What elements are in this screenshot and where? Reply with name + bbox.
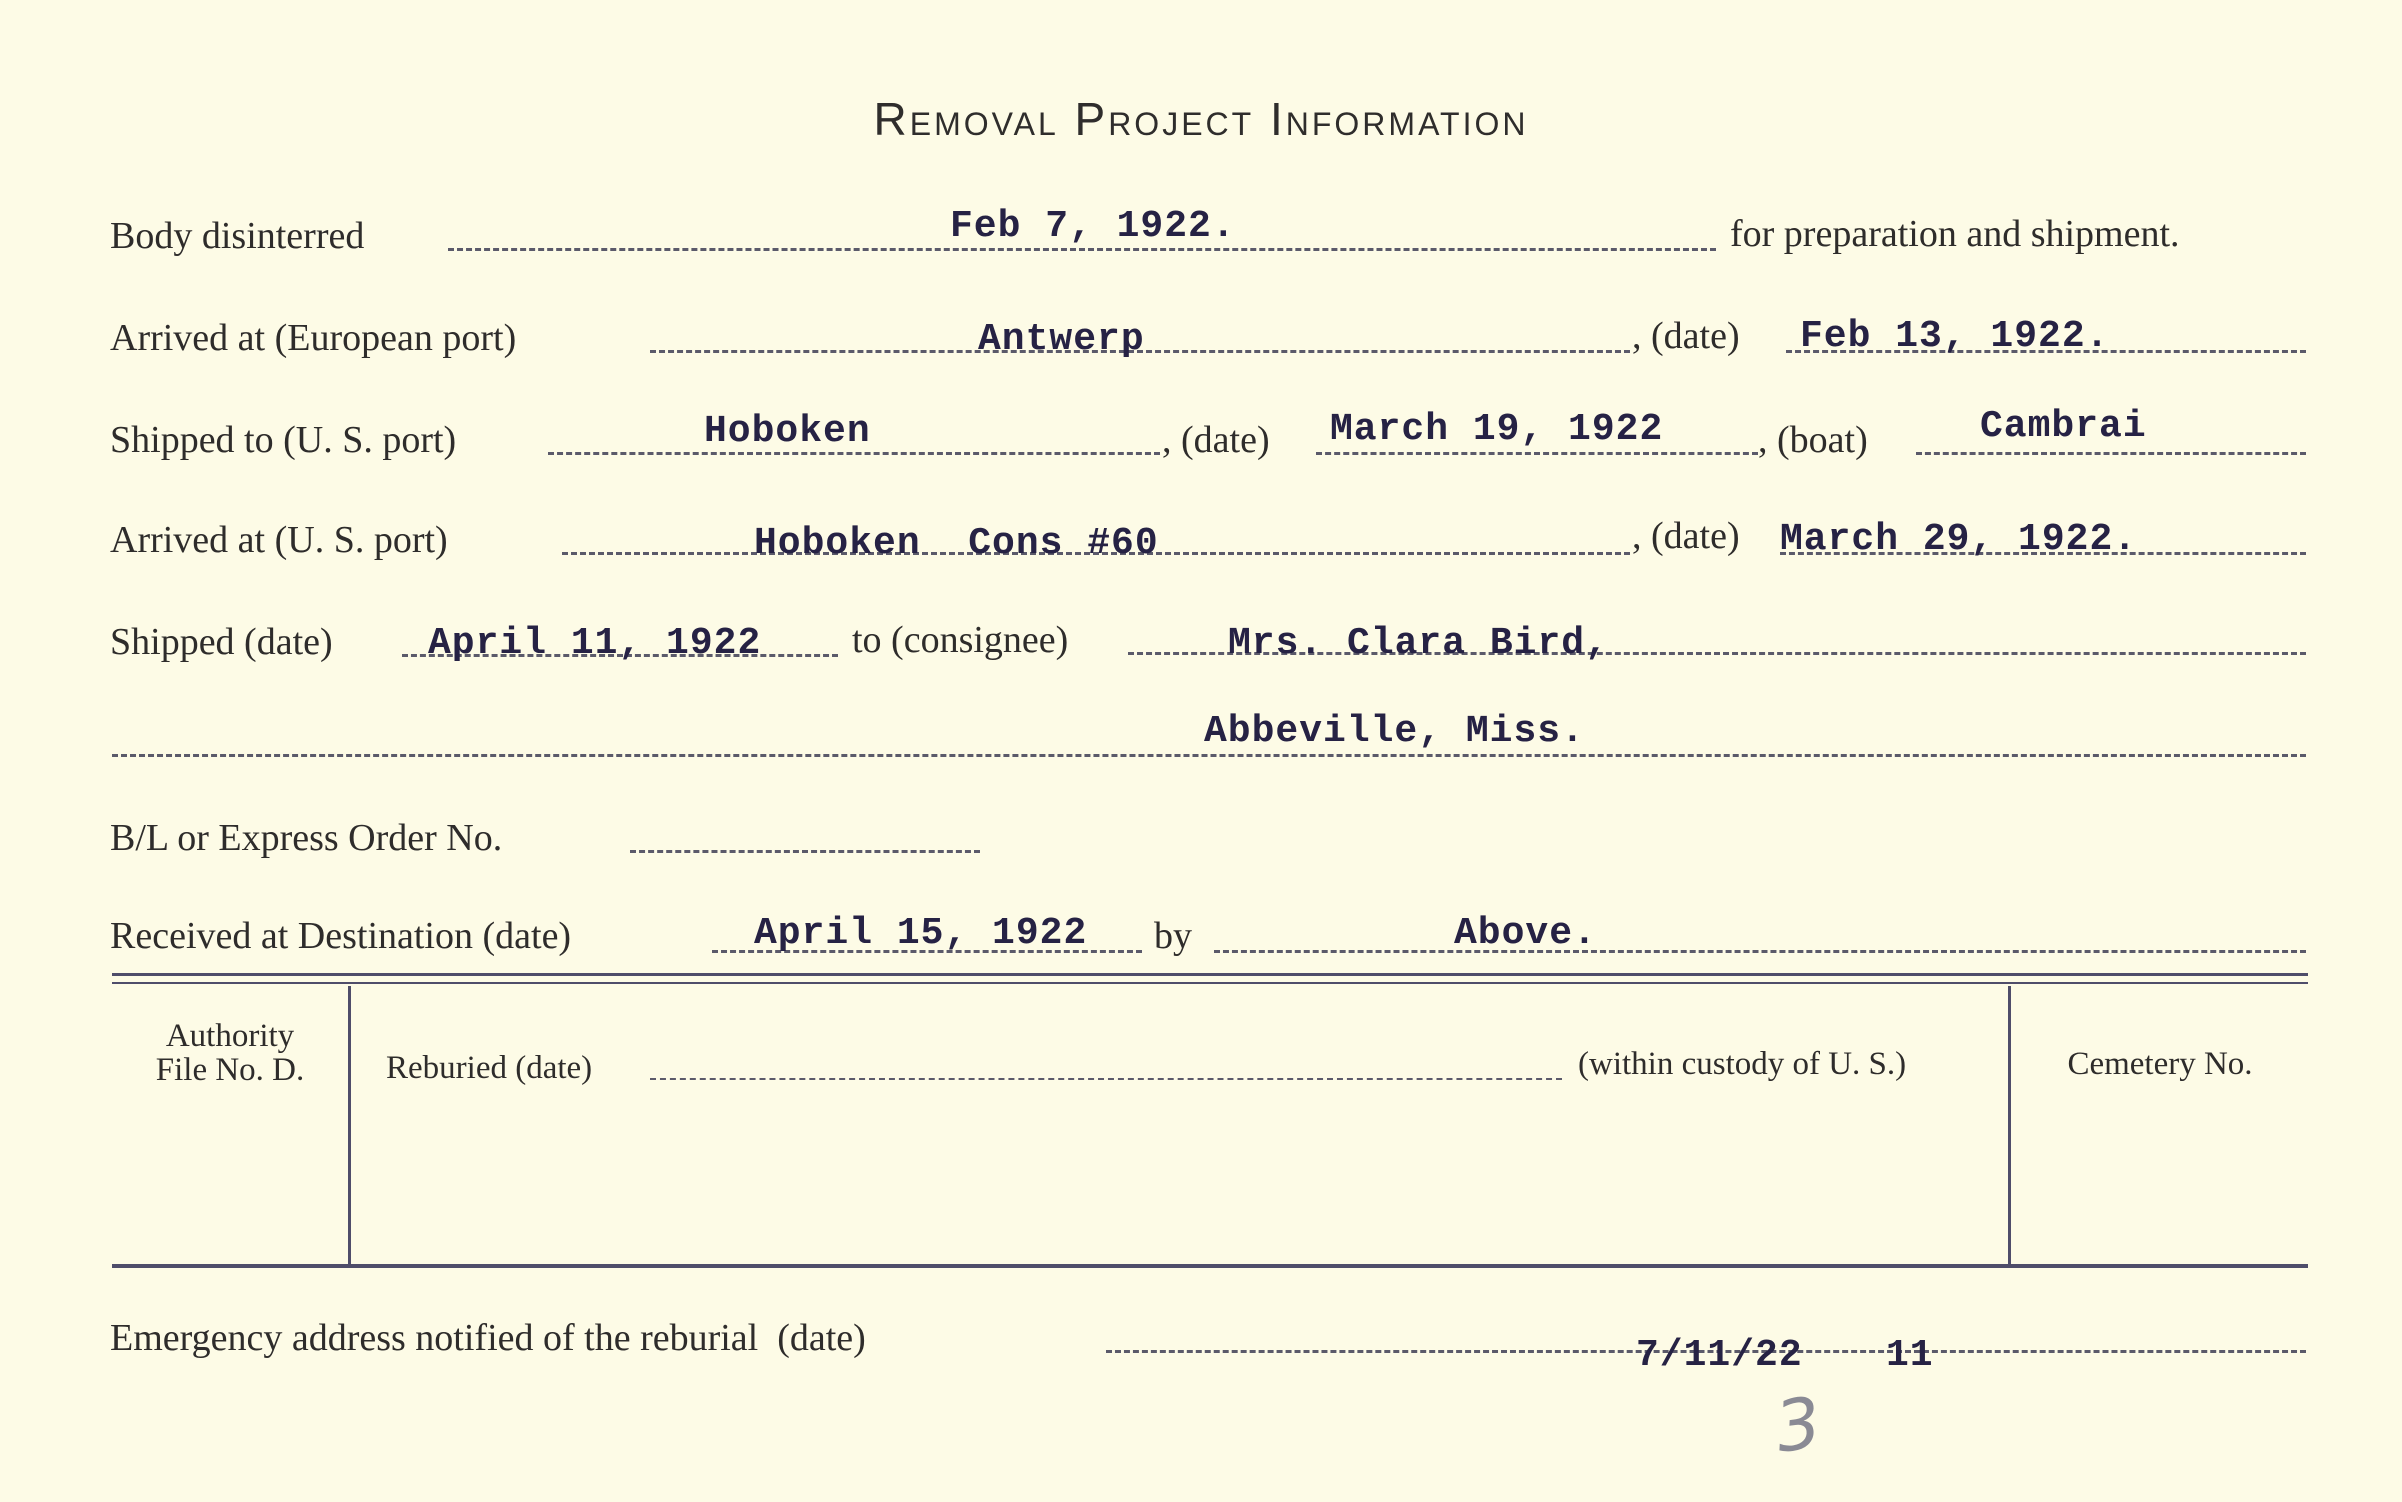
arrived-eu-date-label: , (date) [1632,315,1740,357]
shipped-date-label: Shipped (date) [110,621,333,663]
received-by-label: by [1154,915,1192,957]
authority-label-line1: Authority [165,1018,295,1054]
shipped-us-boat-label: , (boat) [1758,419,1868,461]
bl-label: B/L or Express Order No. [110,817,503,859]
pencil-mark: 3 [1770,1381,1827,1469]
emergency-date: 7/11/22 [1636,1334,1803,1377]
address-line [112,754,2306,757]
arrived-eu-date: Feb 13, 1922. [1800,315,2110,358]
emergency-label: Emergency address notified of the reburial (date) [110,1317,866,1359]
table-top-rule-1 [112,973,2308,976]
shipped-us-port: Hoboken [704,410,871,453]
cemetery-label: Cemetery No. [2067,1046,2253,1082]
shipped-us-date-label: , (date) [1162,419,1270,461]
shipped-us-date: March 19, 1922 [1330,408,1664,451]
body-disinterred-label: Body disinterred [110,215,365,257]
received-date: April 15, 1922 [754,912,1088,955]
arrived-us-date: March 29, 1922. [1780,518,2138,561]
arrived-us-label: Arrived at (U. S. port) [110,519,448,561]
card-title: Removal Project Information [873,93,1529,145]
authority-label-line2: File No. D. [155,1052,305,1088]
arrived-us-port: Hoboken Cons #60 [754,522,1159,565]
reburied-label: Reburied (date) [386,1050,593,1086]
arrived-us-date-label: , (date) [1632,515,1740,557]
arrived-eu-port: Antwerp [978,318,1145,361]
received-by-line [1214,950,2306,953]
received-label: Received at Destination (date) [110,915,572,957]
shipped-us-label: Shipped to (U. S. port) [110,419,457,461]
table-top-rule-2 [112,982,2308,984]
table-bottom-rule [112,1264,2308,1268]
bl-line [630,850,980,853]
shipped-us-date-line [1316,452,1758,455]
body-disinterred-suffix: for preparation and shipment. [1730,213,2180,255]
emergency-initials: 11 [1886,1334,1934,1377]
consignee-label: to (consignee) [852,619,1069,661]
received-by: Above. [1454,912,1597,955]
shipped-us-boat-line [1916,452,2306,455]
custody-label: (within custody of U. S.) [1578,1046,1907,1082]
shipped-us-boat: Cambrai [1980,405,2147,448]
table-divider-left [348,986,351,1266]
table-divider-right [2008,986,2011,1266]
consignee-address: Abbeville, Miss. [1204,710,1585,753]
reburied-line [650,1078,1562,1080]
arrived-eu-label: Arrived at (European port) [110,317,517,359]
shipped-date: April 11, 1922 [428,622,762,665]
body-disinterred-value: Feb 7, 1922. [950,205,1236,248]
body-disinterred-line [448,248,1716,251]
consignee-value: Mrs. Clara Bird, [1228,622,1609,665]
